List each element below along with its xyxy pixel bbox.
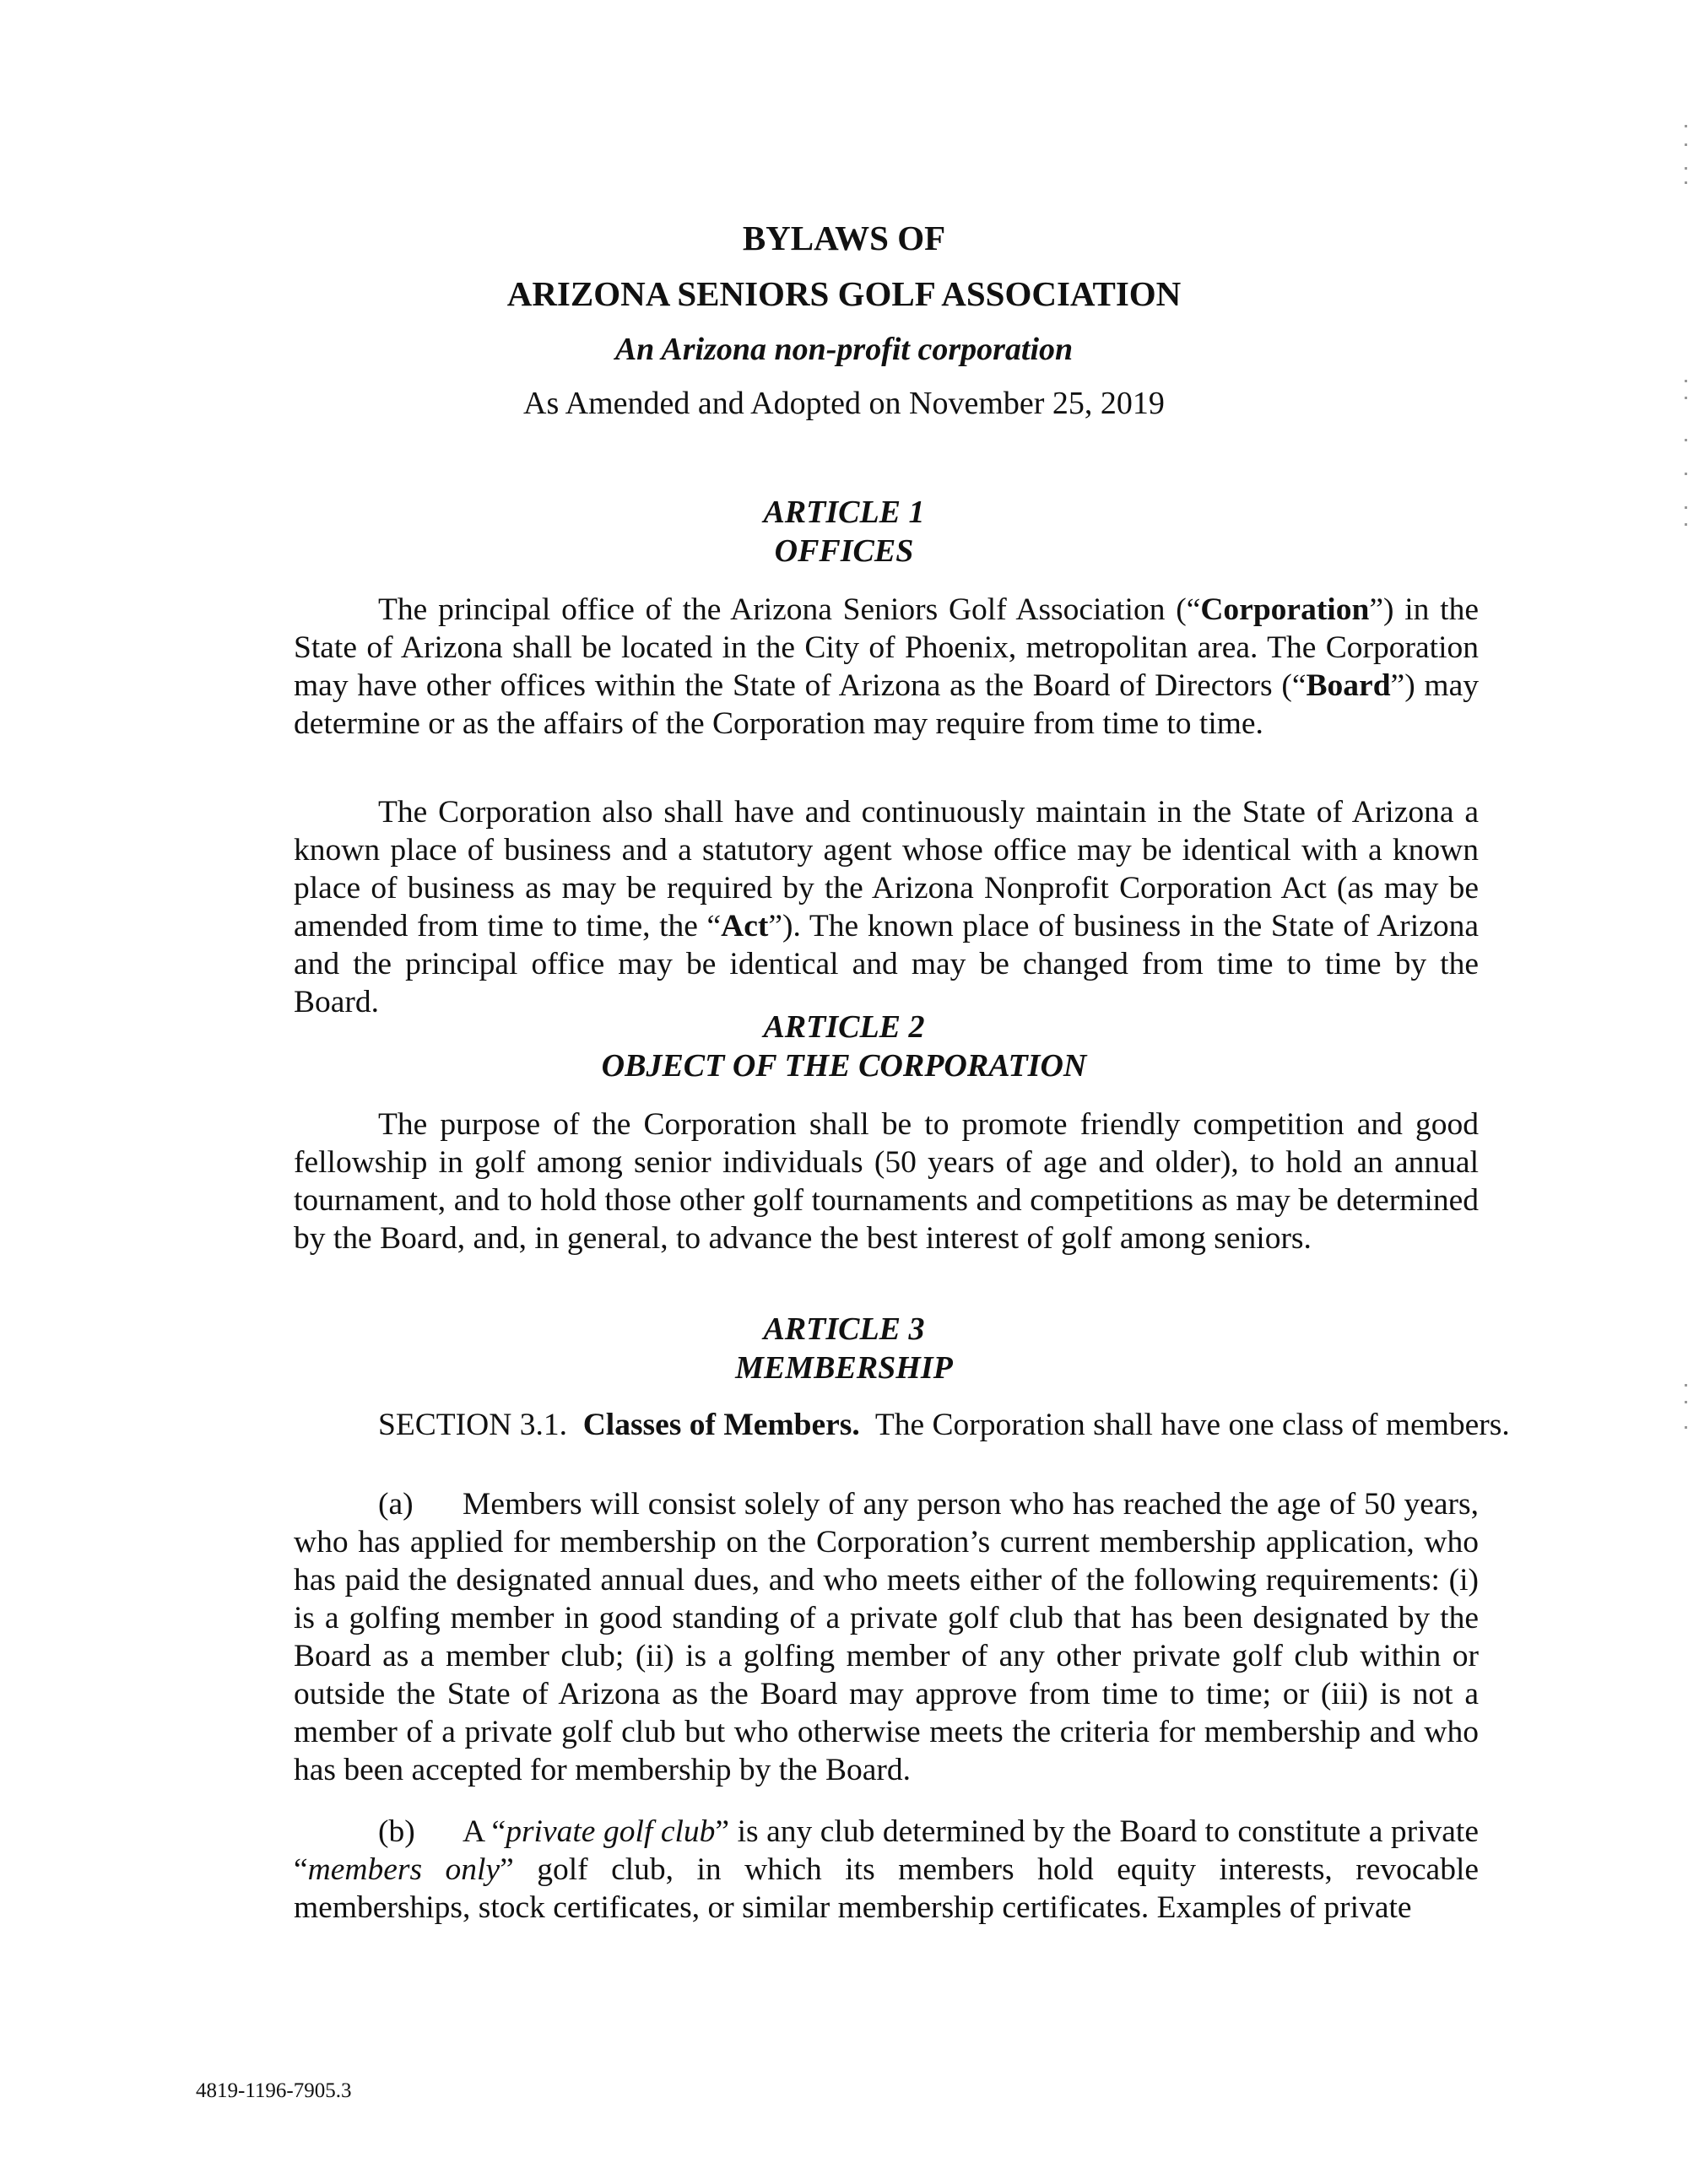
article-2-paragraph-1: The purpose of the Corporation shall be to promote friendly competition and good fellowship in golf among senior individuals (50 years of age and older), to hold an annual tournament, and to hold those other golf tournaments and competitions as may be determined by the Board, and, in general, to advance the best interest of golf among seniors. [294,1107,1479,1256]
scan-artifact [1685,380,1687,382]
text-run: ” golf club, in which its members hold equity interests, revocable memberships, stock certificates, or similar membership certificates. Examples of private [294,1852,1480,1925]
defined-term-corporation: Corporation [1200,592,1370,627]
scan-artifact [1685,1426,1687,1429]
scan-artifact [1685,1384,1687,1387]
article-2-number: ARTICLE 2 [763,1009,925,1045]
text-run: ”). The known place of business in the State of Arizona and the principal office may be identical and may be changed from time to time by the Board. [294,909,1479,1019]
scan-artifact [1685,125,1687,127]
scan-artifact [1685,181,1687,184]
scan-artifact [1685,167,1687,170]
subsection-a: (a) Members will consist solely of any person who has reached the age of 50 years, who has applied for membership on the Corporation’s current membership application, who has paid the designated annual dues, and who meets either of the following requirements: (i) is a golfing member in good standing of a private golf club that has been designated by the Board as a member club; (ii) is a golfing member of any other private golf club within or outside the State of Arizona as the Board may approve from time to time; or (iii) is not a member of a private golf club but who otherwise meets the criteria for membership and who has been accepted for membership by the Board. [294,1487,1479,1787]
text-run: ” is any club determined by the Board to constitute a private “ [294,1814,1479,1887]
subsection-text-a: Members will consist solely of any person who has reached the age of 50 years, who has applied for membership on the Corporation’s current membership application, who has paid the designated annual dues, and who meets either of the following requirements: (i) is a golfing member in good standing of a private golf club that has been designated by the Board as a member club; (ii) is a golfing member of any other private golf club within or outside the State of Arizona as the Board may approve from time to time; or (iii) is not a member of a private golf club but who otherwise meets the criteria for membership and who has been accepted for membership by the Board. [294,1487,1479,1787]
section-3-1: SECTION 3.1. Classes of Members. The Corporation shall have one class of members. [378,1408,1510,1442]
section-number: SECTION 3.1. [378,1408,567,1442]
document-title-line2: ARIZONA SENIORS GOLF ASSOCIATION [506,274,1182,313]
subsection-b: (b) A “private golf club” is any club determined by the Board to constitute a private “members only” golf club, in which its members hold equity interests, revocable memberships, stock certificates, or similar membership certificates. Examples of private [294,1814,1480,1925]
scan-artifact [1685,1401,1687,1403]
defined-term-private-golf-club: private golf club [506,1814,716,1849]
document-id-footer: 4819-1196-7905.3 [196,2079,352,2102]
article-3-heading: MEMBERSHIP [735,1350,953,1386]
article-1-paragraph-2 [294,793,1479,1021]
article-1-paragraph-1 [294,591,1479,743]
defined-term-board: Board [1306,668,1391,703]
scan-artifact [1685,439,1687,441]
document-dateline: As Amended and Adopted on November 25, 2019 [523,386,1165,421]
document-subtitle: An Arizona non-profit corporation [614,332,1074,367]
scan-artifact [1685,506,1687,509]
text-run: The Corporation also shall have and continuously maintain in the State of Arizona a known place of business and a statutory agent whose office may be identical with a known place of business as may be required by the Arizona Nonprofit Corporation Act (as may be amended from time to time, the “ [294,795,1479,943]
defined-term-act: Act [721,909,769,943]
scan-artifact [1685,397,1687,399]
section-title: Classes of Members [582,1408,852,1442]
text-run: ”) may determine or as the affairs of the Corporation may require from time to time. [294,668,1479,741]
text-run: A “ [463,1814,506,1849]
scan-artifact [1685,473,1687,475]
scan-artifact [1685,143,1687,146]
section-text: The Corporation shall have one class of members. [874,1408,1510,1442]
defined-term-members-only: members only [307,1852,500,1887]
article-3-number: ARTICLE 3 [763,1311,925,1347]
scan-artifact [1685,523,1687,526]
article-1-number: ARTICLE 1 [763,495,925,530]
document-title-line1: BYLAWS OF [742,219,946,257]
text-run: The principal office of the Arizona Seniors Golf Association (“ [378,592,1201,627]
article-2-heading: OBJECT OF THE CORPORATION [601,1048,1087,1084]
article-1-heading: OFFICES [774,533,914,569]
text-run: ”) in the State of Arizona shall be located in the City of Phoenix, metropolitan area. The Corporation may have other offices within the State of Arizona as the Board of Directors (“ [294,592,1479,703]
